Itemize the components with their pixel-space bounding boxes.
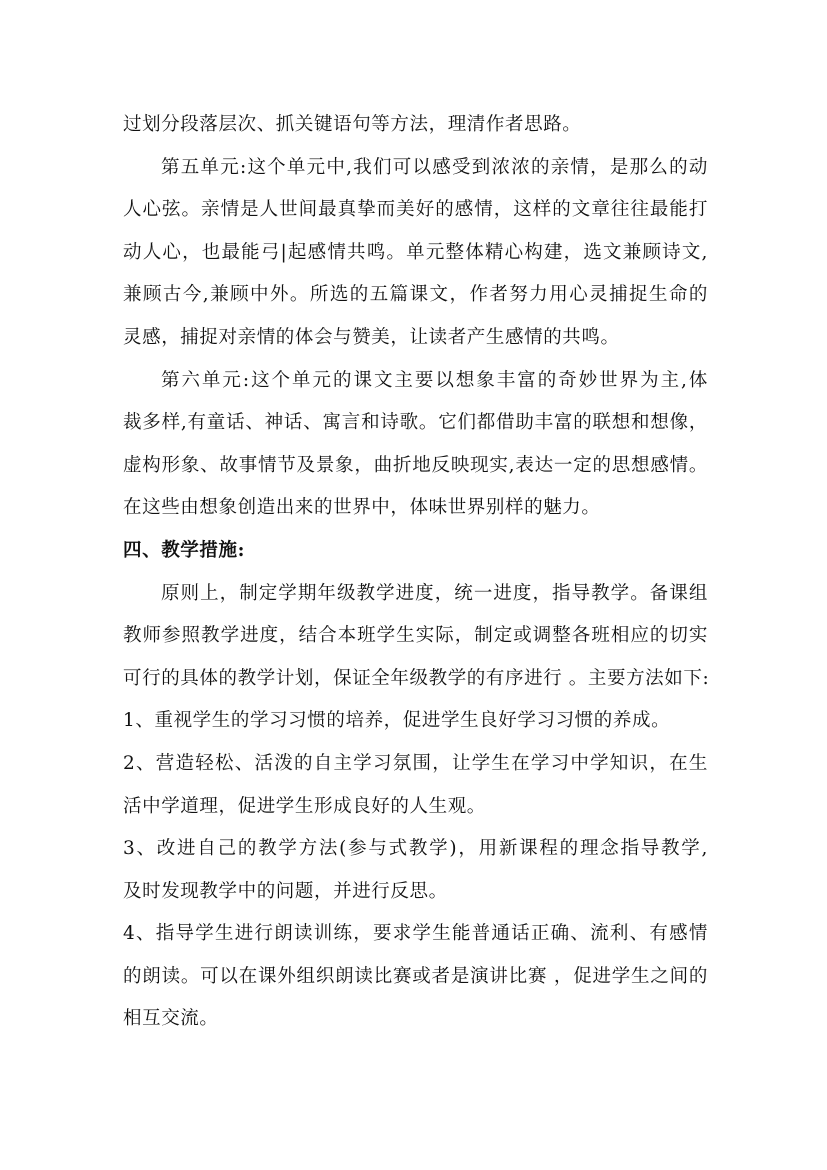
text-line: 可行的具体的教学计划，保证全年级教学的有序进行 。主要方法如下:	[123, 667, 710, 689]
text-line: 虚构形象、故事情节及景象，曲折地反映现实,表达一定的思想感情。	[123, 454, 708, 476]
document-body	[123, 104, 708, 1041]
text-line: 动人心，也最能弓|起感情共鸣。单元整体精心构建，选文兼顾诗文,	[123, 241, 708, 263]
list-item-1: 1、重视学生的学习习惯的培养，促进学生良好学习习惯的养成。	[123, 710, 671, 732]
list-item-3: 3、改进自己的教学方法(参与式教学)，用新课程的理念指导教学,	[123, 838, 708, 860]
text-line: 及时发现教学中的问题，并进行反思。	[123, 880, 448, 902]
text-line: 在这些由想象创造出来的世界中，体味世界别样的魅力。	[123, 497, 601, 519]
paragraph-unit-six-start: 第六单元:这个单元的课文主要以想象丰富的奇妙世界为主,体	[161, 369, 708, 391]
text-line: 裁多样,有童话、神话、寓言和诗歌。它们都借助丰富的联想和想像，	[123, 412, 708, 434]
text-line: 灵感，捕捉对亲情的体会与赞美，让读者产生感情的共鸣。	[123, 326, 620, 348]
list-item-4: 4、指导学生进行朗读训练，要求学生能普通话正确、流利、有感情	[123, 923, 708, 945]
section-heading-teaching-measures: 四、教学措施:	[123, 539, 246, 561]
text-line: 活中学道理，促进学生形成良好的人生观。	[123, 795, 486, 817]
paragraph-unit-five-start: 第五单元:这个单元中,我们可以感受到浓浓的亲情，是那么的动	[161, 156, 708, 178]
list-item-2: 2、营造轻松、活泼的自主学习氛围，让学生在学习中学知识，在生	[123, 752, 708, 774]
text-line: 教师参照教学进度，结合本班学生实际，制定或调整各班相应的切实	[123, 625, 708, 647]
text-line: 的朗读。可以在课外组织朗读比赛或者是演讲比赛 ，促进学生之间的	[123, 965, 708, 987]
text-line: 相互交流。	[123, 1008, 219, 1030]
text-line: 兼顾古今,兼顾中外。所选的五篇课文，作者努力用心灵捕捉生命的	[123, 284, 708, 306]
text-line: 过划分段落层次、抓关键语句等方法，理清作者思路。	[123, 114, 582, 135]
text-line: 人心弦。亲情是人世间最真挚而美好的感情，这样的文章往往最能打	[123, 199, 708, 221]
paragraph-principle-start: 原则上，制定学期年级教学进度，统一进度，指导教学。备课组	[161, 582, 708, 604]
